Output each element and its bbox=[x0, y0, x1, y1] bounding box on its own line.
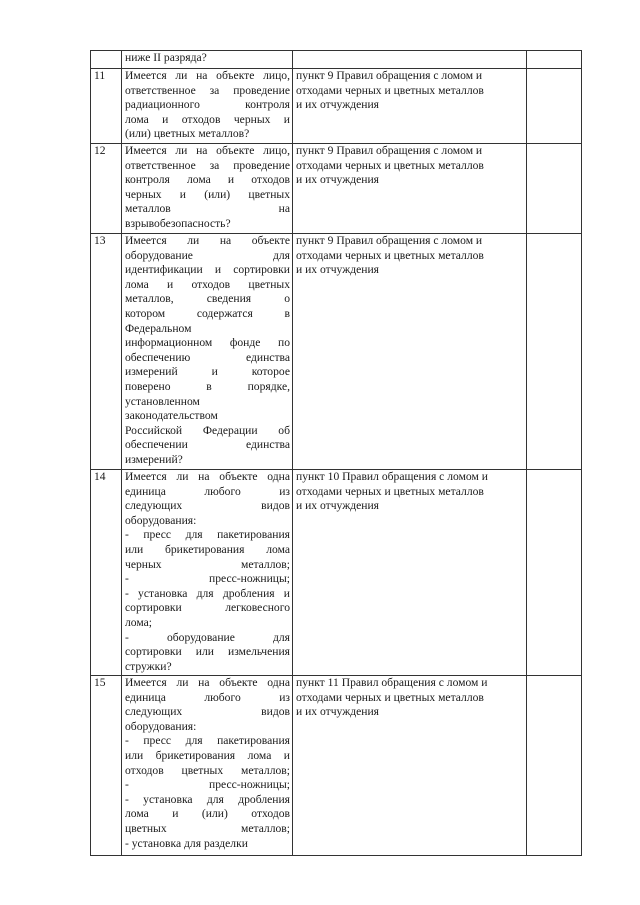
legal-reference-cell bbox=[293, 676, 527, 856]
question-line: металлов, сведения о bbox=[125, 292, 290, 306]
question-cell bbox=[122, 69, 293, 144]
requirements-table bbox=[90, 50, 582, 856]
question-line: радиационного контроля bbox=[125, 98, 290, 112]
question-line: оборудование для bbox=[125, 248, 290, 262]
question-line: единица любого из bbox=[125, 690, 290, 704]
question-line: ответственное за проведение bbox=[125, 158, 290, 172]
answer-cell bbox=[527, 676, 582, 856]
reference-line: и их отчуждения bbox=[296, 499, 379, 513]
question-line: (или) цветных металлов? bbox=[125, 127, 250, 141]
question-line: обеспечении единства bbox=[125, 438, 290, 452]
answer-cell bbox=[527, 144, 582, 234]
answer-cell bbox=[527, 234, 582, 470]
question-line: ответственное за проведение bbox=[125, 83, 290, 97]
question-line: стружки? bbox=[125, 659, 172, 673]
question-cell bbox=[122, 676, 293, 856]
question-line: лома и отходов цветных bbox=[125, 277, 290, 291]
reference-line: отходами черных и цветных металлов bbox=[296, 248, 484, 262]
question-line: - пресс для пакетирования bbox=[125, 528, 290, 542]
question-line: черных и (или) цветных bbox=[125, 187, 290, 201]
question-cell bbox=[122, 144, 293, 234]
question-line: Имеется ли на объекте bbox=[125, 234, 290, 247]
question-line: измерений? bbox=[125, 452, 183, 466]
reference-line: пункт 11 Правил обращения с ломом и bbox=[296, 676, 488, 689]
row-number: 11 bbox=[91, 69, 122, 144]
reference-line: отходами черных и цветных металлов bbox=[296, 158, 484, 172]
reference-line: и их отчуждения bbox=[296, 705, 379, 719]
question-line: Федеральном bbox=[125, 321, 192, 335]
question-line: сортировки или измельчения bbox=[125, 645, 290, 659]
question-line: измерений и которое bbox=[125, 365, 290, 379]
table-row bbox=[91, 470, 582, 676]
reference-line: пункт 9 Правил обращения с ломом и bbox=[296, 69, 483, 82]
legal-reference-cell bbox=[293, 470, 527, 676]
question-line: - пресс-ножницы; bbox=[125, 572, 290, 586]
row-number: 15 bbox=[91, 676, 122, 856]
question-cell bbox=[122, 470, 293, 676]
question-line: оборудования: bbox=[125, 513, 197, 527]
row-number: 12 bbox=[91, 144, 122, 234]
reference-line: и их отчуждения bbox=[296, 263, 379, 277]
question-line: лома; bbox=[125, 615, 152, 629]
question-line: оборудования: bbox=[125, 719, 197, 733]
question-line: поверено в порядке, bbox=[125, 379, 290, 393]
reference-line: пункт 9 Правил обращения с ломом и bbox=[296, 144, 483, 157]
answer-cell bbox=[527, 51, 582, 69]
reference-line: отходами черных и цветных металлов bbox=[296, 484, 484, 498]
reference-line: отходами черных и цветных металлов bbox=[296, 690, 484, 704]
question-line: Имеется ли на объекте лицо, bbox=[125, 144, 290, 157]
table-row bbox=[91, 234, 582, 470]
legal-reference-cell bbox=[293, 69, 527, 144]
question-line: цветных металлов; bbox=[125, 821, 290, 835]
question-line: Российской Федерации об bbox=[125, 423, 290, 437]
question-line: черных металлов; bbox=[125, 557, 290, 571]
question-line: взрывобезопасность? bbox=[125, 216, 231, 230]
question-line: законодательством bbox=[125, 409, 218, 423]
legal-reference-cell bbox=[293, 51, 527, 69]
question-line: - пресс для пакетирования bbox=[125, 734, 290, 748]
question-line: отходов цветных металлов; bbox=[125, 763, 290, 777]
question-line: лома и отходов черных и bbox=[125, 112, 290, 126]
table-row bbox=[91, 144, 582, 234]
question-line: - установка для дробления и bbox=[125, 586, 290, 600]
question-line: - пресс-ножницы; bbox=[125, 778, 290, 792]
reference-line: отходами черных и цветных металлов bbox=[296, 83, 484, 97]
reference-line: и их отчуждения bbox=[296, 173, 379, 187]
question-line: металлов на bbox=[125, 202, 290, 216]
answer-cell bbox=[527, 69, 582, 144]
legal-reference-cell bbox=[293, 234, 527, 470]
question-line: информационном фонде по bbox=[125, 336, 290, 350]
question-cell bbox=[122, 51, 293, 69]
table-row bbox=[91, 69, 582, 144]
reference-line: пункт 9 Правил обращения с ломом и bbox=[296, 234, 483, 247]
question-line: следующих видов bbox=[125, 705, 290, 719]
question-line: Имеется ли на объекте лицо, bbox=[125, 69, 290, 82]
question-line: единица любого из bbox=[125, 484, 290, 498]
legal-reference-cell bbox=[293, 144, 527, 234]
answer-cell bbox=[527, 470, 582, 676]
question-line: лома и (или) отходов bbox=[125, 807, 290, 821]
question-line: - оборудование для bbox=[125, 630, 290, 644]
row-number: 13 bbox=[91, 234, 122, 470]
reference-line: пункт 10 Правил обращения с ломом и bbox=[296, 470, 488, 483]
reference-line: и их отчуждения bbox=[296, 98, 379, 112]
question-cell bbox=[122, 234, 293, 470]
question-line: или брикетирования лома и bbox=[125, 748, 290, 762]
row-number: 14 bbox=[91, 470, 122, 676]
question-line: следующих видов bbox=[125, 499, 290, 513]
table-row bbox=[91, 51, 582, 69]
question-line: сортировки легковесного bbox=[125, 601, 290, 615]
question-line: контроля лома и отходов bbox=[125, 173, 290, 187]
question-line: - установка для дробления bbox=[125, 792, 290, 806]
question-line: Имеется ли на объекте одна bbox=[125, 676, 290, 689]
question-line: обеспечению единства bbox=[125, 350, 290, 364]
table-row bbox=[91, 676, 582, 856]
question-line: Имеется ли на объекте одна bbox=[125, 470, 290, 483]
question-line: - установка для разделки bbox=[125, 836, 248, 850]
row-number bbox=[91, 51, 122, 69]
question-line: установленном bbox=[125, 394, 200, 408]
question-line: котором содержатся в bbox=[125, 306, 290, 320]
question-line: или брикетирования лома bbox=[125, 542, 290, 556]
question-line: ниже II разряда? bbox=[125, 51, 207, 64]
question-line: идентификации и сортировки bbox=[125, 263, 290, 277]
